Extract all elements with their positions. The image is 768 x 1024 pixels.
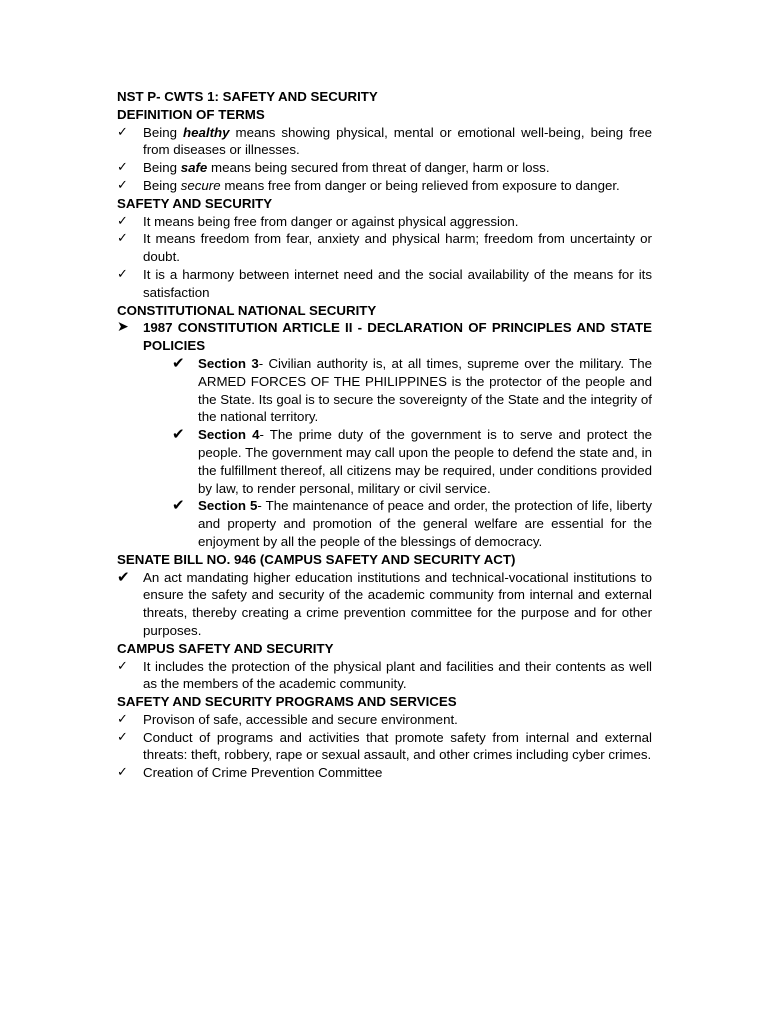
definition-item: ✓ Being secure means free from danger or being relieved from exposure to danger.	[117, 177, 620, 193]
checkmark-icon: ✓	[117, 231, 128, 247]
document-title: NST P- CWTS 1: SAFETY AND SECURITY	[117, 89, 378, 104]
list-item: ✔ An act mandating higher education institutions and technical-vocational institutions to ensure the safety and security of the academic community from internal and external threats, thereby creating a crime prevention committee for the purpose and for other purposes.	[117, 567, 652, 638]
definition-item: ✓ Being safe means being secured from threat of danger, harm or loss.	[117, 160, 550, 176]
checkmark-icon: ✓	[117, 124, 128, 140]
definitions-heading: DEFINITION OF TERMS	[117, 106, 265, 122]
checkmark-icon: ✔	[172, 425, 185, 444]
section-item: ✔ Section 3- Civilian authority is, at all times, supreme over the military. The ARMED FORCES OF THE PHILIPPINES is the protector of the people and the State. Its goal is to secure the sovereignty of the State and the integrity of the national territory.	[172, 353, 652, 425]
safety-security-heading: SAFETY AND SECURITY	[117, 195, 273, 211]
section-item: ✔ Section 5- The maintenance of peace and order, the protection of life, liberty and property and promotion of the general welfare are essential for the enjoyment by all the people of the blessings of democracy.	[172, 496, 652, 549]
term-safe: safe	[180, 160, 208, 176]
definition-item: ✓ Being healthy means showing physical, mental or emotional well-being, being free from diseases or illnesses.	[117, 124, 652, 158]
checkmark-icon: ✔	[172, 353, 185, 372]
campus-heading: CAMPUS SAFETY AND SECURITY	[117, 640, 334, 656]
section-item: ✔ Section 4- The prime duty of the government is to serve and protect the people. The government may call upon the people to defend the state and, in the fulfillment thereof, all citizens may be required, under conditions provided by law, to render personal, military or civil service.	[172, 425, 652, 496]
checkmark-icon: ✓	[117, 266, 128, 282]
checkmark-icon: ✓	[117, 160, 128, 176]
checkmark-icon: ✔	[117, 567, 130, 586]
list-item: ✓ Creation of Crime Prevention Committee	[117, 765, 383, 781]
list-item: ✓ Provison of safe, accessible and secure environment.	[117, 711, 458, 727]
checkmark-icon: ✓	[117, 711, 128, 727]
article-item: ➤ 1987 CONSTITUTION ARTICLE II - DECLARATION OF PRINCIPLES AND STATE POLICIES	[117, 319, 652, 354]
list-item: ✓ It is a harmony between internet need and the social availability of the means for its satisfaction	[117, 266, 652, 300]
term-secure: secure	[180, 177, 221, 193]
sections-list	[117, 355, 652, 551]
section-label: Section 4	[198, 427, 260, 443]
senate-bill-heading: SENATE BILL NO. 946 (CAMPUS SAFETY AND SECURITY ACT)	[117, 551, 516, 567]
section-label: Section 3	[198, 355, 259, 371]
list-item: ✓ Conduct of programs and activities that promote safety from internal and external threats: theft, robbery, rape or sexual assault, and other crimes including cyber crimes.	[117, 729, 652, 763]
constitutional-heading: CONSTITUTIONAL NATIONAL SECURITY	[117, 302, 377, 318]
checkmark-icon: ✔	[172, 496, 185, 515]
section-label: Section 5	[198, 498, 258, 514]
checkmark-icon: ✓	[117, 177, 128, 193]
list-item: ✓ It means freedom from fear, anxiety and physical harm; freedom from uncertainty or doubt.	[117, 231, 652, 265]
checkmark-icon: ✓	[117, 729, 128, 745]
arrow-bullet-icon: ➤	[117, 319, 129, 336]
checkmark-icon: ✓	[117, 658, 128, 674]
term-healthy: healthy	[182, 124, 230, 140]
list-item: ✓ It includes the protection of the physical plant and facilities and their contents as well as the members of the academic community.	[117, 658, 652, 692]
document-body	[117, 88, 652, 782]
checkmark-icon: ✓	[117, 213, 128, 229]
programs-heading: SAFETY AND SECURITY PROGRAMS AND SERVICES	[117, 694, 457, 710]
checkmark-icon: ✓	[117, 765, 128, 781]
list-item: ✓ It means being free from danger or against physical aggression.	[117, 213, 519, 229]
